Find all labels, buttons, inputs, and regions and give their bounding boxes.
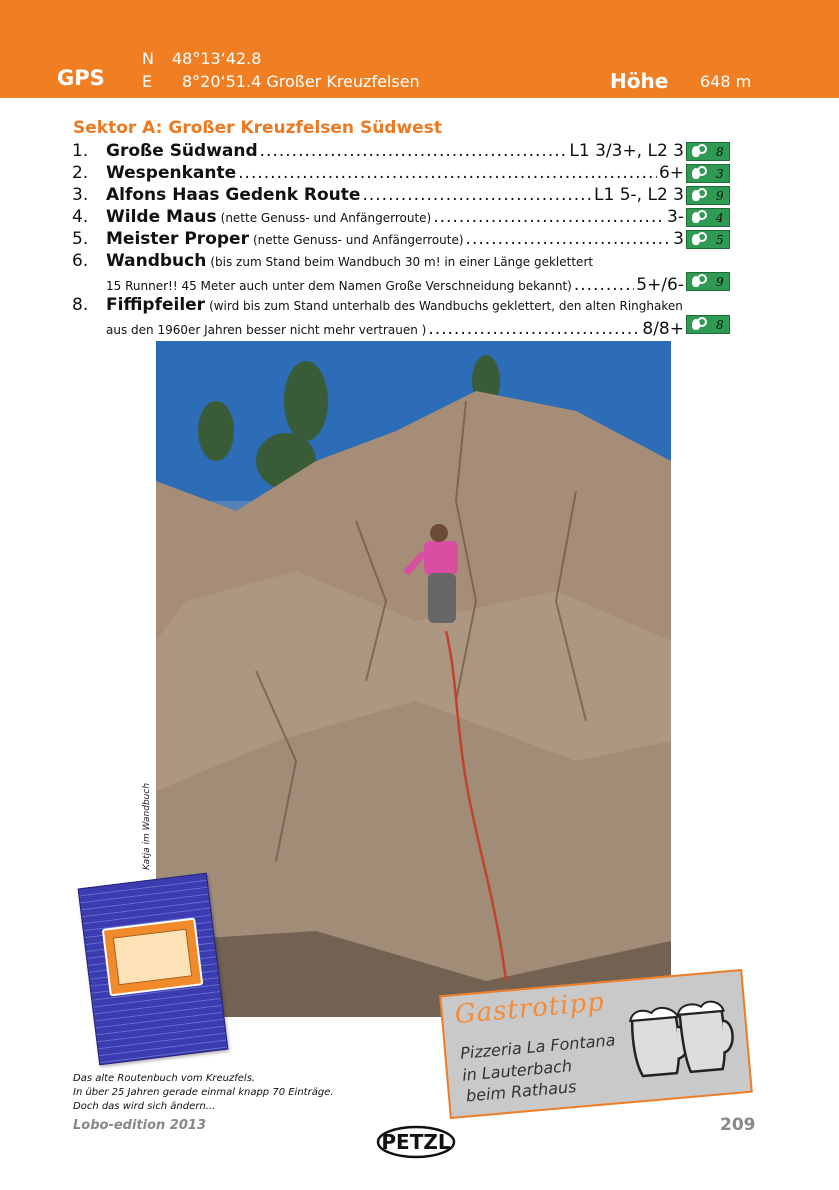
gastro-tip-box — [439, 969, 753, 1119]
route-number: 8. — [72, 295, 89, 315]
bolt-icon — [692, 190, 700, 201]
route-note: (wird bis zum Stand unterhalb des Wandbuchs geklettert, den alten Ringhaken — [209, 299, 683, 313]
route-item — [72, 207, 730, 229]
route-grade: 3 — [673, 229, 684, 249]
gastro-tip-line: in Lauterbach — [461, 1056, 573, 1085]
bolt-count-badge — [686, 164, 730, 183]
route-note-continued: aus den 1960er Jahren besser nicht mehr vertrauen ) — [106, 323, 427, 337]
bolt-icon — [692, 319, 700, 330]
bolt-count: 9 — [716, 188, 724, 203]
route-item — [72, 185, 730, 207]
bolt-count-badge — [686, 142, 730, 161]
gps-north-key: N — [142, 49, 154, 68]
route-name: Meister Proper — [106, 229, 249, 249]
page-header — [0, 0, 839, 98]
route-grade: 6+ — [658, 163, 684, 183]
route-note: (nette Genuss- und Anfängerroute) — [252, 233, 464, 247]
page-number: 209 — [720, 1115, 756, 1135]
caption-line: Das alte Routenbuch vom Kreuzfels. — [73, 1073, 256, 1084]
route-book-photo — [78, 873, 229, 1066]
petzl-logo — [376, 1124, 456, 1160]
bolt-icon — [692, 234, 700, 245]
route-grade: 3- — [667, 207, 684, 227]
route-grade: L1 3/3+, L2 3 — [569, 141, 684, 161]
gastro-tip-line: Pizzeria La Fontana — [459, 1030, 617, 1063]
bolt-count: 4 — [716, 210, 724, 225]
bolt-count: 9 — [716, 274, 724, 289]
gps-east-key: E — [142, 72, 153, 91]
route-name: Alfons Haas Gedenk Route — [106, 185, 361, 205]
gps-label: GPS — [57, 66, 105, 90]
photo-caption — [73, 1072, 334, 1114]
bolt-icon — [692, 276, 700, 287]
bolt-count-badge — [686, 208, 730, 227]
bolt-count: 3 — [716, 166, 724, 181]
route-item — [72, 141, 730, 163]
route-number: 3. — [72, 185, 89, 205]
route-name: Wespenkante — [106, 163, 237, 183]
beer-mugs-icon — [623, 994, 740, 1083]
gastro-tip-line: beim Rathaus — [465, 1076, 578, 1106]
gps-north-value: 48°13‘42.8 — [172, 49, 262, 68]
bolt-count: 8 — [716, 317, 724, 332]
route-item — [72, 229, 730, 251]
route-number: 6. — [72, 251, 89, 271]
route-grade: 8/8+ — [642, 319, 684, 339]
bolt-count: 5 — [716, 232, 724, 247]
route-number: 2. — [72, 163, 89, 183]
caption-line: Doch das wird sich ändern... — [73, 1101, 216, 1112]
sector-title: Sektor A: Großer Kreuzfelsen Südwest — [73, 118, 442, 138]
edition-label: Lobo-edition 2013 — [73, 1118, 206, 1133]
bolt-icon — [692, 146, 700, 157]
route-item — [72, 251, 730, 297]
route-note: (nette Genuss- und Anfängerroute) — [220, 211, 432, 225]
route-item — [72, 295, 730, 341]
route-grade: 5+/6- — [636, 275, 684, 295]
route-grade: L1 5-, L2 3 — [594, 185, 684, 205]
climbing-photo — [156, 341, 671, 1017]
bolt-count-badge — [686, 272, 730, 291]
route-name: Große Südwand — [106, 141, 258, 161]
gps-east-value: 8°20‘51.4 Großer Kreuzfelsen — [182, 72, 420, 91]
altitude-label: Höhe — [610, 69, 669, 93]
bolt-count-badge — [686, 230, 730, 249]
gastro-tip-title: Gastrotipp — [453, 987, 606, 1031]
bolt-icon — [692, 168, 700, 179]
bolt-count-badge — [686, 315, 730, 334]
route-number: 5. — [72, 229, 89, 249]
route-name: Wandbuch — [106, 251, 207, 271]
route-note: (bis zum Stand beim Wandbuch 30 m! in einer Länge geklettert — [210, 255, 594, 269]
altitude-value: 648 m — [700, 72, 752, 91]
svg-text:PETZL: PETZL — [381, 1130, 451, 1154]
route-note-continued: 15 Runner!! 45 Meter auch unter dem Namen Große Verschneidung bekannt) — [106, 279, 572, 293]
bolt-icon — [692, 212, 700, 223]
caption-line: In über 25 Jahren gerade einmal knapp 70 Einträge. — [73, 1087, 334, 1098]
route-number: 4. — [72, 207, 89, 227]
route-item — [72, 163, 730, 185]
bolt-count: 8 — [716, 144, 724, 159]
route-number: 1. — [72, 141, 89, 161]
route-name: Wilde Maus — [106, 207, 217, 227]
bolt-count-badge — [686, 186, 730, 205]
photo-credit: Katja im Wandbuch — [142, 782, 152, 870]
route-name: Fiffipfeiler — [106, 295, 206, 315]
